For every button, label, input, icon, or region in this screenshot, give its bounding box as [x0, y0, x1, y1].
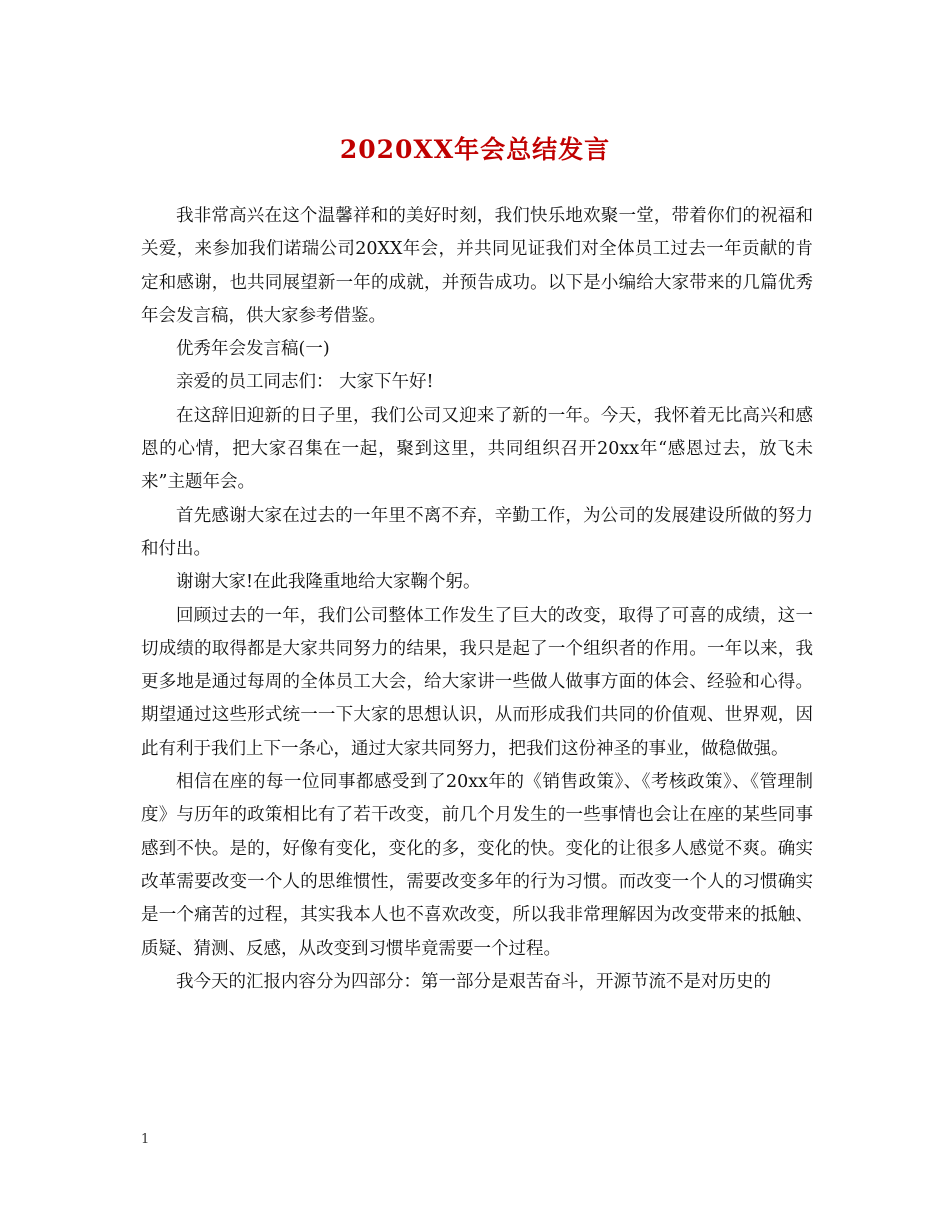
paragraph-intro: 我非常高兴在这个温馨祥和的美好时刻，我们快乐地欢聚一堂，带着你们的祝福和关爱，来参加我们诺瑞公司20XX年会，并共同见证我们对全体员工过去一年贡献的肯定和感谢，也共同展望新一年的成就，并预告成功。以下是小编给大家带来的几篇优秀年会发言稿，供大家参考借鉴。	[141, 206, 813, 326]
paragraph-greeting: 亲爱的员工同志们： 大家下午好!	[176, 372, 434, 393]
paragraph-heading: 优秀年会发言稿(一)	[176, 339, 330, 360]
paragraph: 相信在座的每一位同事都感受到了20xx年的《销售政策》、《考核政策》、《管理制度》与历年的政策相比有了若干改变，前几个月发生的一些事情也会让在座的某些同事感到不快。是的，好像有变化，变化的多，变化的快。变化的让很多人感觉不爽。确实改革需要改变一个人的思维惯性，需要改变多年的行为习惯。而改变一个人的习惯确实是一个痛苦的过程，其实我本人也不喜欢改变，所以我非常理解因为改变带来的抵触、质疑、猜测、反感，从改变到习惯毕竟需要一个过程。	[141, 772, 813, 959]
paragraph: 在这辞旧迎新的日子里，我们公司又迎来了新的一年。今天，我怀着无比高兴和感恩的心情，把大家召集在一起，聚到这里，共同组织召开20xx年“感恩过去，放飞未来”主题年会。	[141, 405, 813, 493]
page-number: 1	[141, 1132, 150, 1147]
paragraph: 我今天的汇报内容分为四部分：第一部分是艰苦奋斗，开源节流不是对历史的	[176, 971, 771, 992]
paragraph: 回顾过去的一年，我们公司整体工作发生了巨大的改变，取得了可喜的成绩，这一切成绩的取得都是大家共同努力的结果，我只是起了一个组织者的作用。一年以来，我更多地是通过每周的全体员工大会，给大家讲一些做人做事方面的体会、经验和心得。期望通过这些形式统一一下大家的思想认识，从而形成我们共同的价值观、世界观，因此有利于我们上下一条心，通过大家共同努力，把我们这份神圣的事业，做稳做强。	[141, 605, 813, 759]
paragraph: 首先感谢大家在过去的一年里不离不弃，辛勤工作，为公司的发展建设所做的努力和付出。	[141, 505, 813, 559]
document-title: 2020XX年会总结发言	[339, 135, 611, 164]
paragraph: 谢谢大家!在此我隆重地给大家鞠个躬。	[176, 572, 481, 593]
document-body	[141, 200, 813, 999]
